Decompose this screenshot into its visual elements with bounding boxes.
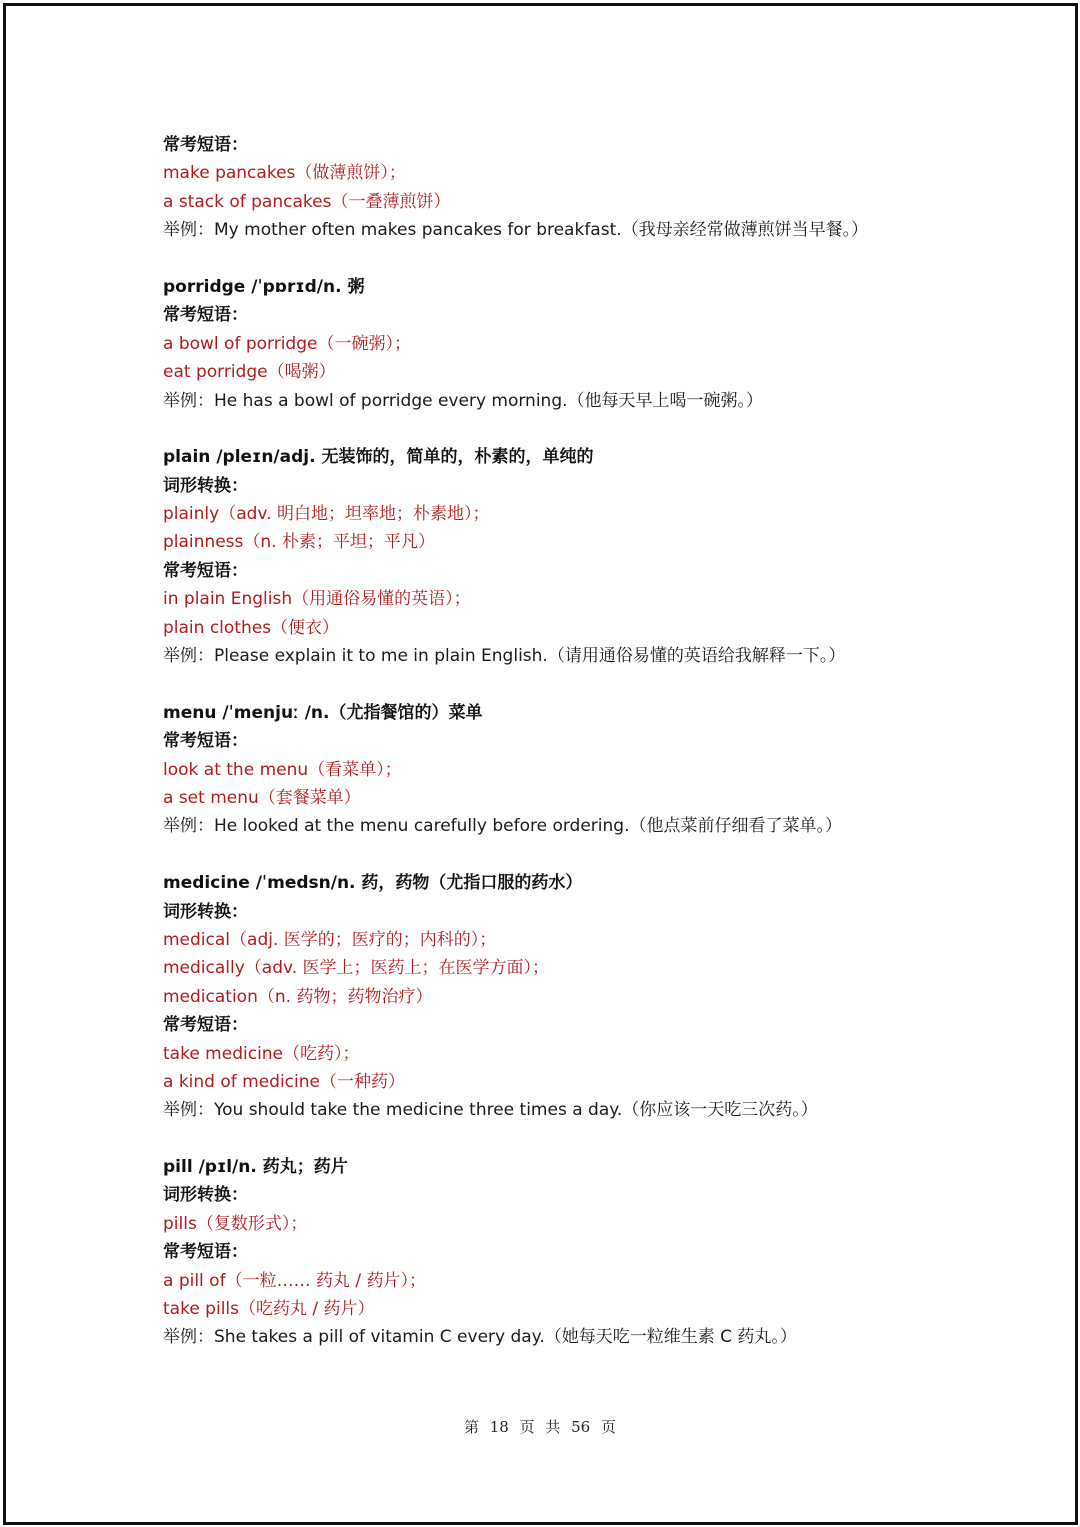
text-line: 常考短语： — [163, 135, 248, 155]
page-number-footer: 第 18 页 共 56 页 — [463, 1418, 616, 1436]
text-line: in plain English（用通俗易懂的英语）； — [163, 589, 471, 610]
text-line: pill /pɪl/n. 药丸；药片 — [163, 1157, 348, 1178]
text-line: medical（adj. 医学的；医疗的；内科的）； — [163, 929, 497, 950]
text-line: 常考短语： — [163, 305, 248, 326]
text-line: plain clothes（便衣） — [163, 617, 340, 638]
text-line: look at the menu（看菜单）； — [163, 759, 402, 780]
text-line: 举例：He looked at the menu carefully before ordering.（他点菜前仔细看了菜单。） — [163, 816, 842, 837]
text-line: 举例：Please explain it to me in plain English.（请用通俗易懂的英语给我解释一下。） — [163, 646, 846, 667]
text-line: eat porridge（喝粥） — [163, 362, 336, 383]
text-line: medicine /ˈmedsn/n. 药，药物（尤指口服的药水） — [163, 873, 583, 894]
text-line: 举例：She takes a pill of vitamin C every day.（她每天吃一粒维生素 C 药丸。） — [163, 1327, 797, 1348]
text-line: a pill of（一粒…… 药丸 / 药片）； — [163, 1270, 427, 1291]
text-line — [163, 1125, 1023, 1153]
text-line — [163, 245, 1023, 273]
text-line: a set menu（套餐菜单） — [163, 787, 361, 808]
text-line: 词形转换： — [163, 901, 248, 922]
text-line: take medicine（吃药）； — [163, 1043, 360, 1064]
text-line: plainness（n. 朴素；平坦；平凡） — [163, 532, 435, 553]
text-line — [163, 415, 1023, 443]
text-line: 举例：You should take the medicine three times a day.（你应该一天吃三次药。） — [163, 1100, 818, 1121]
vocabulary-content — [163, 131, 1023, 1352]
text-line: 常考短语： — [163, 1015, 248, 1036]
text-line: take pills（吃药丸 / 药片） — [163, 1299, 375, 1320]
text-line: a kind of medicine（一种药） — [163, 1071, 405, 1092]
text-line: porridge /ˈpɒrɪd/n. 粥 — [163, 276, 365, 297]
text-line: 举例：He has a bowl of porridge every morning.（他每天早上喝一碗粥。） — [163, 390, 764, 411]
text-line: 词形转换： — [163, 475, 248, 496]
text-line: 常考短语： — [163, 731, 248, 752]
text-line: 常考短语： — [163, 560, 248, 581]
text-line: plain /pleɪn/adj. 无装饰的，简单的，朴素的，单纯的 — [163, 447, 594, 468]
text-line: plainly（adv. 明白地；坦率地；朴素地）； — [163, 504, 490, 525]
text-line: 举例：My mother often makes pancakes for breakfast.（我母亲经常做薄煎饼当早餐。） — [163, 220, 869, 241]
text-line: 词形转换： — [163, 1185, 248, 1206]
text-line — [163, 841, 1023, 869]
text-line: pills（复数形式）； — [163, 1213, 308, 1234]
text-line: medication（n. 药物；药物治疗） — [163, 986, 433, 1007]
text-line: 常考短语： — [163, 1242, 248, 1263]
text-line: medically（adv. 医学上；医药上；在医学方面）； — [163, 958, 550, 979]
text-line — [163, 670, 1023, 698]
text-line: a stack of pancakes（一叠薄煎饼） — [163, 191, 451, 212]
text-line: a bowl of porridge（一碗粥）； — [163, 333, 411, 354]
text-line: make pancakes（做薄煎饼）； — [163, 163, 406, 184]
text-line: menu /ˈmenjuː /n.（尤指餐馆的）菜单 — [163, 702, 483, 723]
